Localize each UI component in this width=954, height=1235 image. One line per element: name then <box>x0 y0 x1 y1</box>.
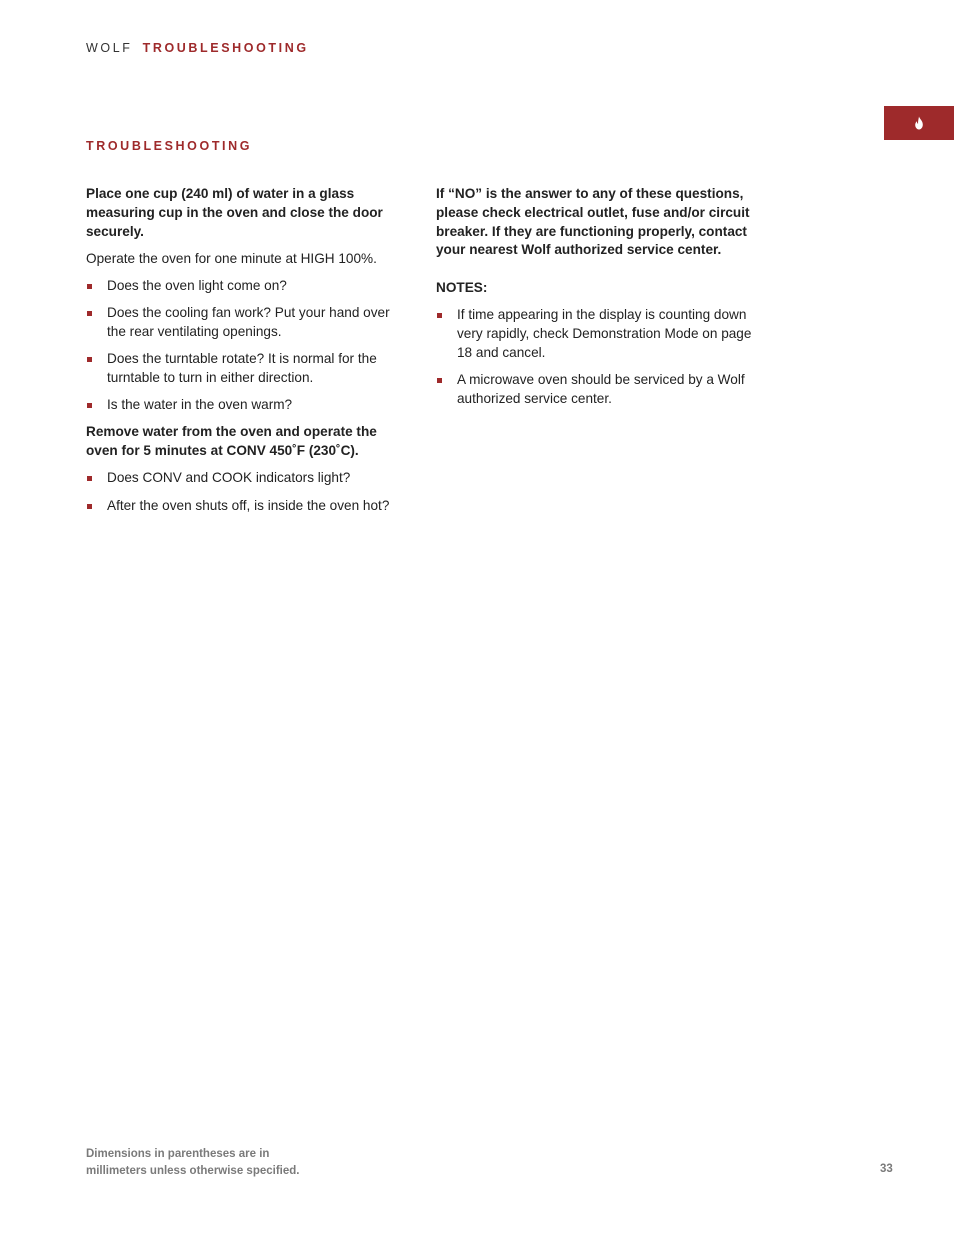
bullet-icon <box>87 403 92 408</box>
running-header <box>86 41 309 55</box>
flame-icon <box>913 116 925 130</box>
service-instruction: If “NO” is the answer to any of these questions, please check electrical outlet, fuse and/or circuit breaker. If they are functioning properly, contact your nearest Wolf authorized service center. <box>436 186 750 258</box>
step1-instruction: Place one cup (240 ml) of water in a glass measuring cup in the oven and close the door securely. <box>86 186 383 239</box>
section-title: TROUBLESHOOTING <box>86 139 253 153</box>
list-item: Does the oven light come on? <box>86 277 411 296</box>
list-item: Does the turntable rotate? It is normal for the turntable to turn in either direction. <box>86 350 411 388</box>
header-brand: WOLF <box>86 41 133 55</box>
list-item: Is the water in the oven warm? <box>86 396 411 415</box>
footer-note-line-1: Dimensions in parentheses are in <box>86 1148 270 1160</box>
notes-heading: NOTES: <box>436 280 488 296</box>
list-item: Does CONV and COOK indicators light? <box>86 469 411 488</box>
notes-list <box>436 306 756 408</box>
footer-note <box>86 1146 299 1179</box>
section-tab-marker <box>884 106 954 140</box>
page-number: 33 <box>880 1163 893 1175</box>
bullet-icon <box>87 284 92 289</box>
bullet-icon <box>87 504 92 509</box>
check-list-1 <box>86 277 411 415</box>
list-item: After the oven shuts off, is inside the oven hot? <box>86 497 411 516</box>
bullet-icon <box>437 378 442 383</box>
step2-instruction: Remove water from the oven and operate the oven for 5 minutes at CONV 450˚F (230˚C). <box>86 424 377 459</box>
bullet-icon <box>87 476 92 481</box>
bullet-icon <box>437 313 442 318</box>
list-item: If time appearing in the display is counting down very rapidly, check Demonstration Mode on page 18 and cancel. <box>436 306 756 362</box>
footer-note-line-2: millimeters unless otherwise specified. <box>86 1164 300 1177</box>
step1-text: Operate the oven for one minute at HIGH 100%. <box>86 250 377 266</box>
left-column <box>86 185 411 524</box>
bullet-icon <box>87 311 92 316</box>
bullet-icon <box>87 357 92 362</box>
list-item: A microwave oven should be serviced by a Wolf authorized service center. <box>436 371 756 409</box>
header-section: TROUBLESHOOTING <box>142 41 309 55</box>
right-column <box>436 185 756 417</box>
list-item: Does the cooling fan work? Put your hand over the rear ventilating openings. <box>86 304 411 342</box>
check-list-2 <box>86 469 411 515</box>
